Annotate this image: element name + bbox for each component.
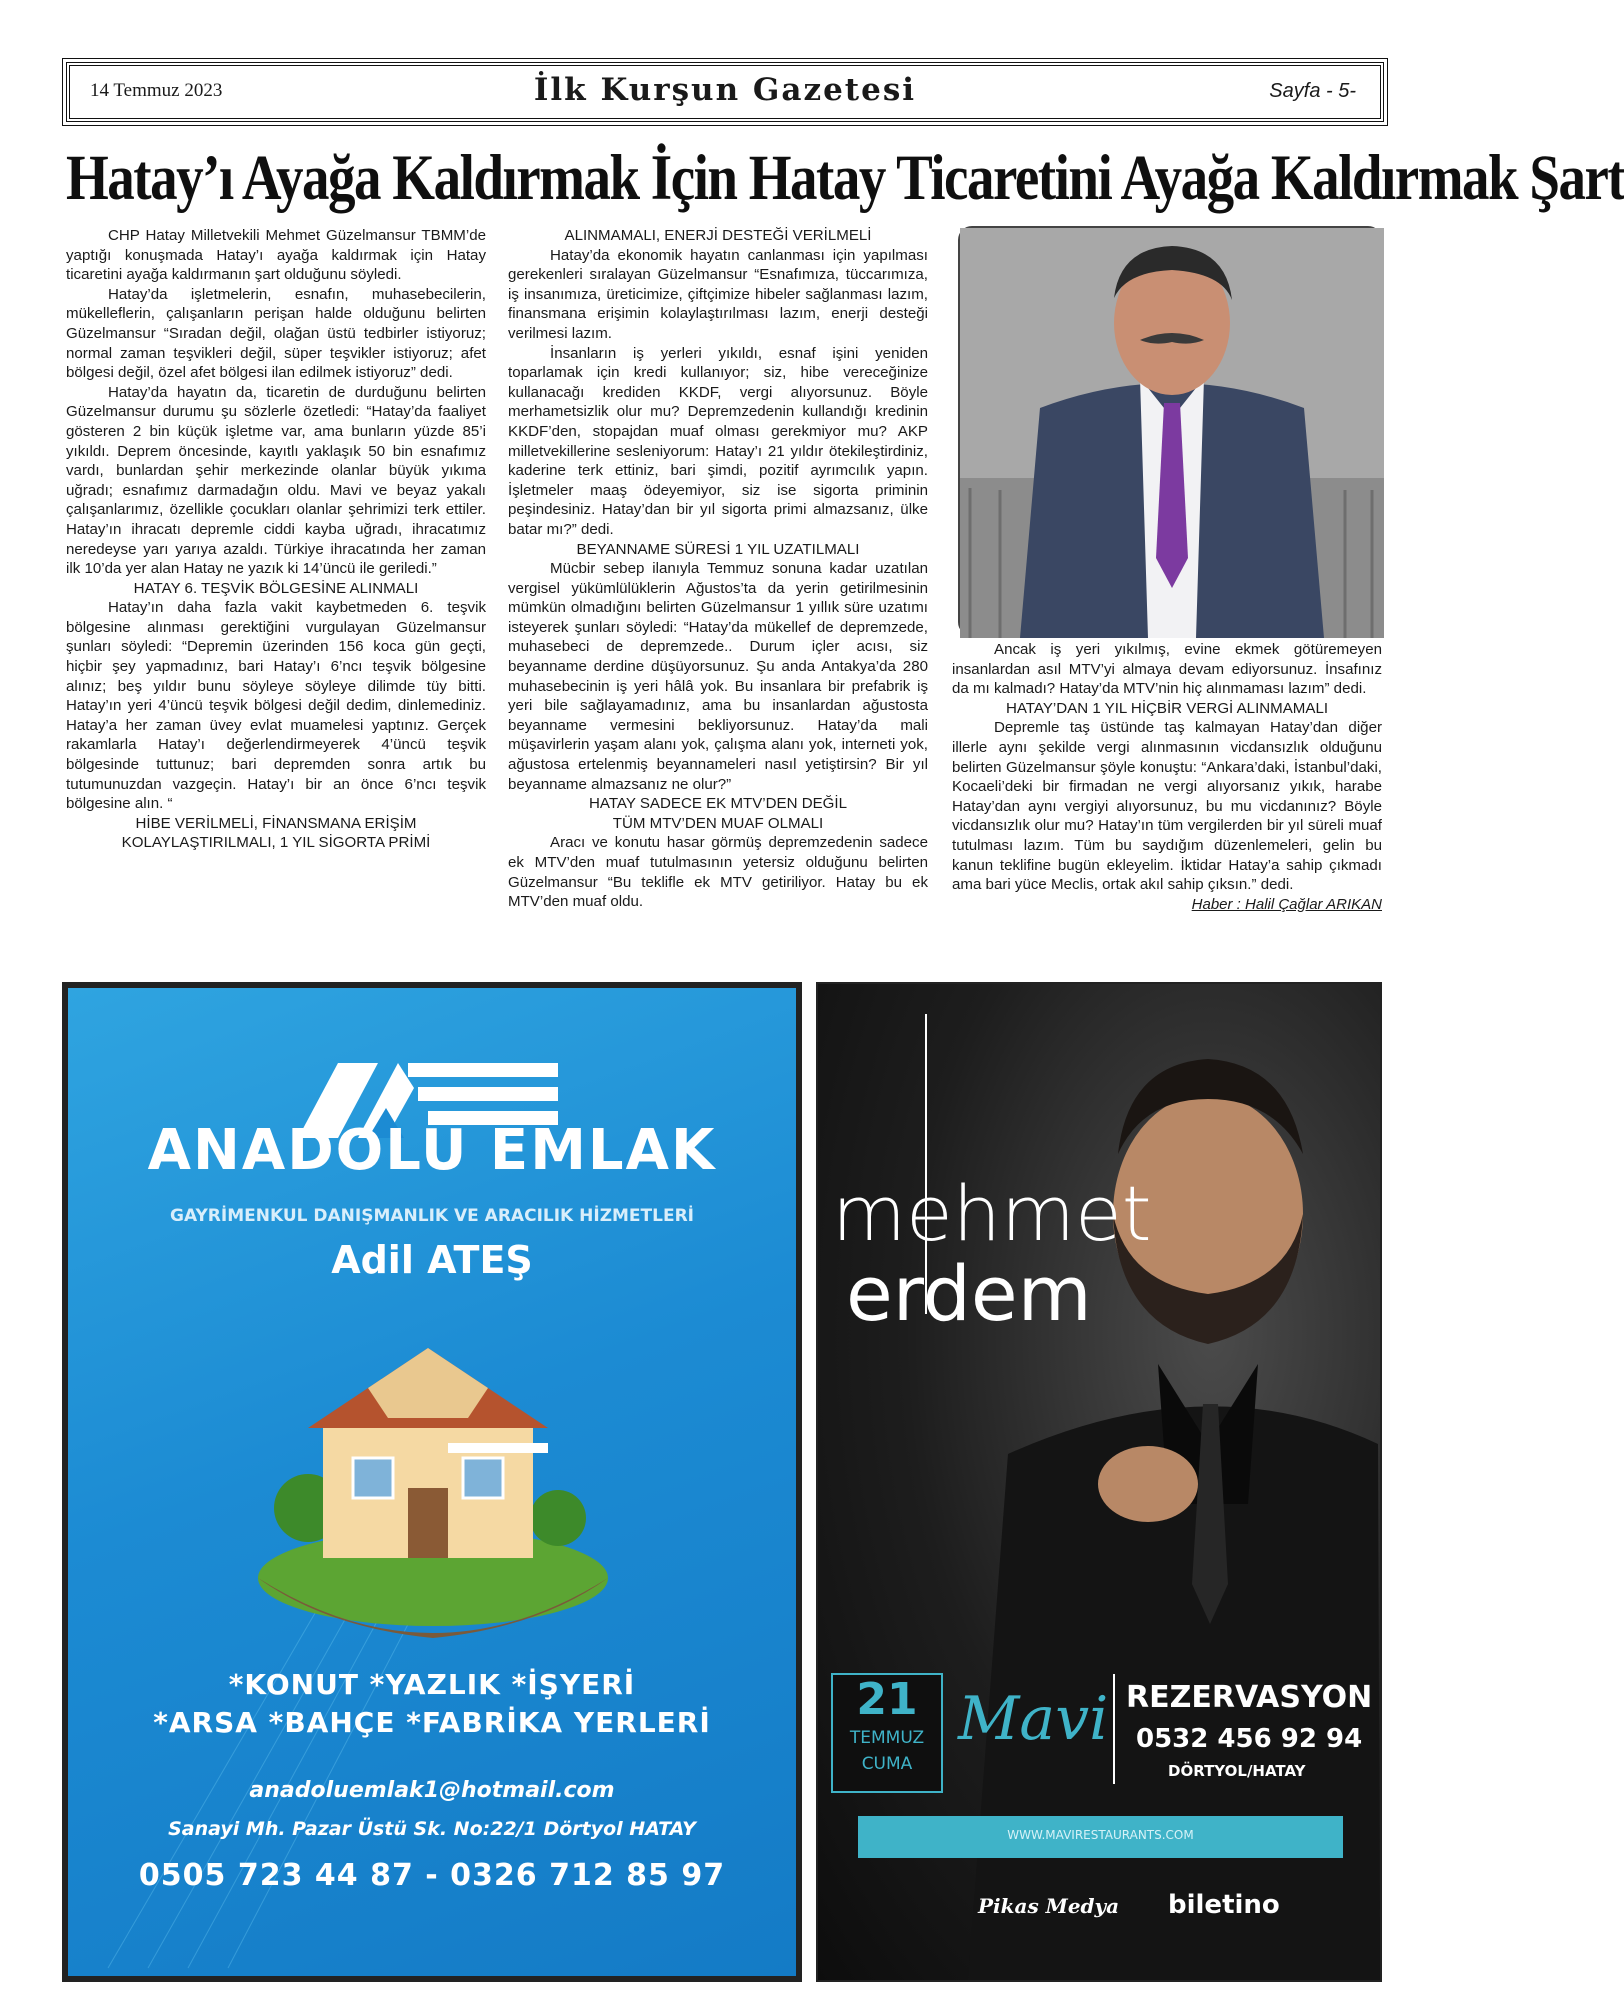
section-subheading: TÜM MTV’DEN MUAF OLMALI: [612, 814, 824, 832]
section-subheading: HATAY’DAN 1 YIL HİÇBİR VERGİ ALINMAMALI: [1005, 699, 1329, 717]
section-subheading: ALINMAMALI, ENERJİ DESTEĞİ VERİLMELİ: [564, 227, 872, 244]
services-line-2: *ARSA *BAHÇE *FABRİKA YERLERİ: [153, 1706, 711, 1739]
newspaper-title: İlk Kurşun Gazetesi: [533, 72, 917, 108]
section-subheading: BEYANNAME SÜRESİ 1 YIL UZATILMALI: [576, 540, 860, 558]
issue-date: 14 Temmuz 2023: [90, 80, 223, 101]
section-subheading: HİBE VERİLMELİ, FİNANSMANA ERİŞİM KOLAYLAŞTIRILMALI, 1 YIL SİGORTA PRİMİ: [121, 814, 431, 852]
article-paragraph: Hatay’da işletmelerin, esnafın, muhasebecilerin, mükelleflerin, çalışanların perişan halde olduğunu belirten Güzelmansur “Sıradan değil, olağan üstü tedbirler istiyoruz; normal zaman teşvikleri değil, süper teşvikler istiyoruz; afet bölgesi değil, özel afet bölgesi ilan edilmek istiyoruz” dedi.: [66, 285, 486, 382]
article-column-2: [508, 226, 928, 912]
article-headline: Hatay’ı Ayağa Kaldırmak İçin Hatay Ticaretini Ayağa Kaldırmak Şart: [66, 141, 1624, 214]
event-weekday: CUMA: [861, 1754, 913, 1774]
services-line-1: *KONUT *YAZLIK *İŞYERİ: [228, 1668, 636, 1701]
event-location: DÖRTYOL/HATAY: [1168, 1762, 1306, 1780]
article-paragraph: Ancak iş yeri yıkılmış, evine ekmek götüremeyen insanlardan asıl MTV’yi almaya devam ediyorsunuz. İnsafınız da mı kalmadı? Hatay’da MTV’nin hiç alınmaması lazım” dedi.: [952, 641, 1382, 698]
sponsor-logo-pikas: Pikas Medya: [978, 1894, 1120, 1918]
article-paragraph: İnsanların iş yerleri yıkıldı, esnaf işini yeniden toparlamak için kredi kullanıyor; siz, hibe vereceğinize kullanacağı krediden KKDF, vergi alıyorsunuz. Böyle merhametsizlik olur mu? Depremzedenin kullandığı kredinin KKDF’den, stopajdan muaf olması gerekmiyor mu? AKP milletvekillerine sesleniyorum: Hatay’ı 21 yıldır ötekileştirdiniz, kaderine terk ettiniz, bari şimdi, pozitif ayrımcılık yapın. İşletmeler maaş ödeyemiyor, siz ise sigorta priminin peşindesiniz. Hatay’dan bir yıl sigorta primi almazsanız, ülke batar mı?” dedi.: [508, 344, 928, 538]
politician-illustration: [960, 228, 1384, 638]
brand-name: ANADOLU EMLAK: [147, 1118, 717, 1183]
event-day: 21: [856, 1674, 918, 1725]
brand-tagline: GAYRİMENKUL DANIŞMANLIK VE ARACILIK HİZMETLERİ: [169, 1206, 695, 1226]
article-paragraph: CHP Hatay Milletvekili Mehmet Güzelmansur TBMM’de yaptığı konuşmada Hatay’ı ayağa kaldırmak için Hatay ticaretini ayağa kaldırmanın şart olduğunu söyledi.: [66, 227, 486, 284]
sponsor-logo-biletino: biletino: [1168, 1890, 1280, 1920]
reservation-label: REZERVASYON: [1126, 1680, 1373, 1715]
article-byline: Haber : Halil Çağlar ARIKAN: [1191, 895, 1382, 913]
article-paragraph: Depremle taş üstünde taş kalmayan Hatay’dan diğer illerle aynı şekilde vergi alınmasının vicdansızlık olduğunu belirten Güzelmansur şöyle konuştu: “Ankara’daki, İstanbul’daki, Kocaeli’deki bir firmadan ne vergi alıyorsanız yıkık, harabe Hatay’dan aynı vergiyi alıyorsunuz, bu mu vicdanınız? Böyle vicdansızlık olur mu? Hatay’ın tüm vergilerden bir yıl süreli muaf tutulması lazım. Tüm bu saydığım düzenlemeleri, gelin bu kanun teklifine bugün ekleyelim. İktidar Hatay’a sahip çıkmadı ama bari yüce Meclis, ortak akıl sahip çıksın.” dedi.: [952, 719, 1382, 894]
section-subheading: HATAY SADECE EK MTV’DEN DEĞİL: [588, 795, 848, 813]
article-column-1: [66, 226, 486, 853]
article-paragraph: Hatay’da hayatın da, ticaretin de durduğunu belirten Güzelmansur durumu şu sözlerle özetledi: “Hatay’da faaliyet gösteren 2 bin küçük işletme var, ama bunların yüzde 85’i yıkıldı. Deprem öncesinde, kayıtlı yaklaşık 50 bin esnafımız vardı, bunlardan şehir merkezinde olanlar büyük yıkıma uğradı; esnafımız darmadağın oldu. Mavi ve beyaz yakalı çalışanlarımız, özellikle çocukları olanlar şehrimizi terk ettiler. Hatay’ın ihracatı depremle ciddi kayba uğradı, ihracatımız neredeyse yarı yarıya azaldı. Türkiye ihracatında her zaman ilk 10’da yer alan Hatay ne yazık ki 14’üncü ile geriledi.”: [66, 383, 486, 578]
page-number: Sayfa - 5-: [1269, 80, 1356, 102]
venue-website: WWW.MAVIRESTAURANTS.COM: [1007, 1828, 1194, 1842]
event-month: TEMMUZ: [849, 1728, 925, 1748]
office-address: Sanayi Mh. Pazar Üstü Sk. No:22/1 Dörtyol HATAY: [168, 1818, 696, 1840]
venue-logo: Mavi: [958, 1684, 1109, 1754]
article-paragraph: Hatay’ın daha fazla vakit kaybetmeden 6. teşvik bölgesine alınması gerektiğini vurgulayan Güzelmansur şunları söyledi: “Depremin üzerinden 156 koca gün geçti, hiçbir şey yapmadınız, bari Hatay’ı 6’ncı teşvik bölgesine alınız; beş yıldır bunu söyleye söyleye dilimde tüy bitti. Hatay’ın yeri 4’üncü teşvik bölgesi değil dedim, dinlemediniz. Hatay’a her zaman üvey evlat muamelesi yaptınız. Gerçek rakamlarla Hatay’ı değerlendirmeyerek 4’üncü teşvik bölgesinde tuttunuz; bari depremden sonra artık bu tutumunuzdan vazgeçin. Hatay’ı bir an önce 6’ncı teşvik bölgesine alın. “: [66, 599, 486, 813]
artist-last-name: erdem: [846, 1249, 1092, 1338]
agent-name: Adil ATEŞ: [331, 1238, 533, 1282]
article-column-3: [952, 640, 1382, 914]
section-subheading: HATAY 6. TEŞVİK BÖLGESİNE ALINMALI: [133, 579, 419, 597]
real-estate-advertisement: [62, 982, 802, 1982]
politician-photo: [958, 226, 1382, 636]
article-paragraph: Hatay’da ekonomik hayatın canlanması için yapılması gerekenleri sıralayan Güzelmansur “Esnafımıza, tüccarımıza, iş insanımıza, üreticimize, çiftçimize hibeler sağlanması lazım, finansmana erişimin kolaylaştırılması lazım, enerji desteği verilmesi lazım.: [508, 246, 928, 342]
artist-first-name: mehmet: [832, 1169, 1152, 1258]
reservation-phone: 0532 456 92 94: [1136, 1724, 1363, 1754]
email-address: anadoluemlak1@hotmail.com: [249, 1778, 615, 1803]
article-paragraph: Mücbir sebep ilanıyla Temmuz sonuna kadar uzatılan vergisel yükümlülüklerin Ağustos’ta da yerin getirilmesinin mümkün olmadığını belirten Güzelmansur 1 yıllık süre uzatımı isteyerek şunları söyledi: “Hatay’da mükellef de depremzede, muhasebeci de depremzede.. Durum içler acısı, siz beyanname derdine düşüyorsunuz. Şu anda Antakya’da 280 muhasebecinin iş yeri hâlâ yok. Bu insanlara bir prefabrik iş yeri bile sağlayamadınız, ama bu insanlardan ağustosta beyanname vermesini bekliyorsunuz. Hatay’da mali müşavirlerin yaşam alanı yok, çalışma alanı yok, interneti yok, ağustosa ertelenmiş beyannameleri nasıl yetiştirsin? Bir yıl beyanname almazsanız ne olur?”: [508, 560, 928, 793]
concert-advertisement: [816, 982, 1382, 1982]
article-paragraph: Aracı ve konutu hasar görmüş depremzedenin sadece ek MTV’den muaf tutulmasının yetersiz olduğunu belirten Güzelmansur “Bu teklifle ek MTV getiriliyor. Hatay bu ek MTV’den muaf oldu.: [508, 834, 928, 911]
masthead: [66, 62, 1384, 122]
phone-numbers: 0505 723 44 87 - 0326 712 85 97: [138, 1858, 726, 1893]
